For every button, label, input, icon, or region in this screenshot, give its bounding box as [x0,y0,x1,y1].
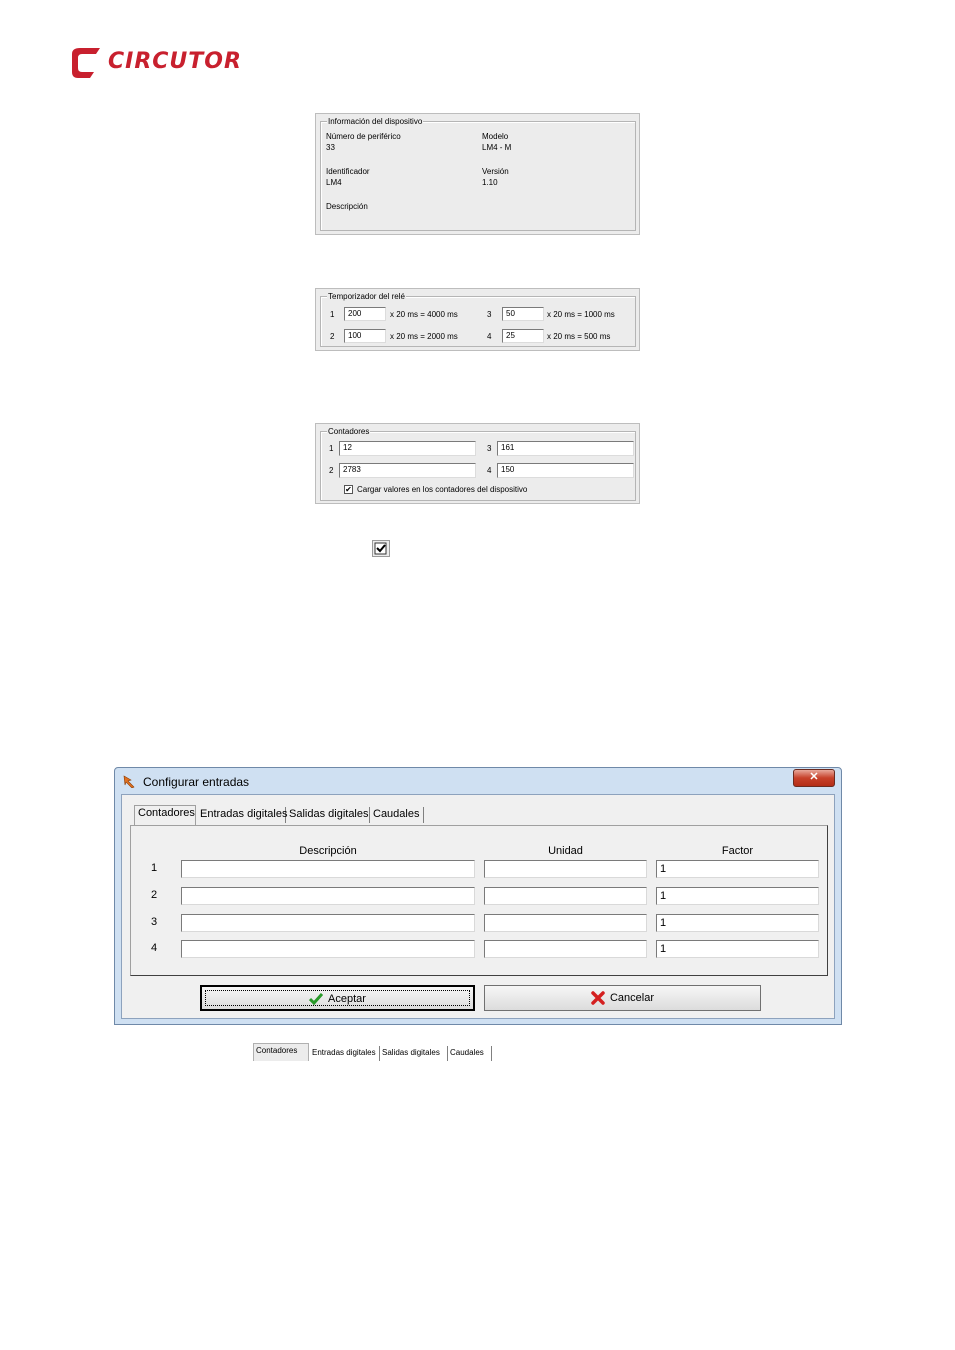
counter-input[interactable]: 161 [497,441,634,456]
description-input[interactable] [181,914,475,932]
row-number: 3 [151,916,158,928]
tab-entradas-digitales[interactable]: Entradas digitales [197,807,286,823]
timer-input[interactable]: 50 [502,307,544,321]
description-input[interactable] [181,887,475,905]
load-counters-label: Cargar valores en los contadores del dispositivo [357,485,528,494]
timer-formula: x 20 ms = 500 ms [547,332,611,341]
counter-row-num: 4 [487,466,492,475]
timer-row-num: 4 [487,332,492,341]
peripheral-label: Número de periférico [326,132,401,141]
model-label: Modelo [482,132,509,141]
column-factor: Factor [721,845,754,857]
tab-contadores[interactable]: Contadores [134,805,196,825]
counter-input[interactable]: 2783 [339,463,476,478]
load-counters-checkbox[interactable]: ✔ [345,485,352,494]
circutor-logo-mark-icon [72,46,104,80]
relay-timer-panel [315,288,640,351]
checkbox-checked-icon [372,540,390,557]
timer-formula: x 20 ms = 4000 ms [390,310,458,319]
description-input[interactable] [181,940,475,958]
cancel-button[interactable] [484,985,761,1011]
version-value: 1.10 [482,178,498,187]
factor-input[interactable]: 1 [656,940,819,958]
brand-name: CIRCUTOR [108,49,242,74]
version-label: Versión [482,167,509,176]
counter-input[interactable]: 12 [339,441,476,456]
device-info-panel [315,113,640,235]
strip-tab-entradas-digitales[interactable]: Entradas digitales [310,1046,380,1061]
app-arrow-icon [123,774,137,788]
factor-input[interactable]: 1 [656,914,819,932]
counter-row-num: 2 [329,466,334,475]
counter-row-num: 3 [487,444,492,453]
strip-tab-salidas-digitales[interactable]: Salidas digitales [380,1046,448,1061]
device-info-group [320,117,636,231]
relay-timer-group [320,292,636,347]
cancel-label: Cancelar [609,992,655,1004]
timer-input[interactable]: 25 [502,329,544,343]
close-icon: ✕ [809,771,819,783]
close-button[interactable] [793,769,835,787]
unit-input[interactable] [484,860,647,878]
strip-tab-caudales[interactable]: Caudales [448,1046,492,1061]
row-number: 4 [151,942,158,954]
timer-row-num: 1 [330,310,335,319]
dialog-title: Configurar entradas [143,775,250,789]
unit-input[interactable] [484,940,647,958]
timer-input[interactable]: 100 [344,329,386,343]
accept-button[interactable] [200,985,475,1011]
peripheral-value: 33 [326,143,335,152]
timer-input[interactable]: 200 [344,307,386,321]
configure-inputs-dialog [114,767,842,1025]
counter-input[interactable]: 150 [497,463,634,478]
model-value: LM4 - M [482,143,512,152]
device-info-legend: Información del dispositivo [328,117,423,126]
row-number: 1 [151,862,158,874]
dialog-client-area [121,794,835,1019]
column-unit: Unidad [548,845,583,857]
timer-row-num: 2 [330,332,335,341]
identifier-value: LM4 [326,178,342,187]
unit-input[interactable] [484,914,647,932]
column-description: Descripción [299,845,357,857]
counters-legend: Contadores [328,427,370,436]
timer-formula: x 20 ms = 1000 ms [547,310,615,319]
row-number: 2 [151,889,158,901]
unit-input[interactable] [484,887,647,905]
timer-row-num: 3 [487,310,492,319]
circutor-logo [72,46,252,82]
counters-tab-page [130,825,828,976]
factor-input[interactable]: 1 [656,887,819,905]
counter-row-num: 1 [329,444,334,453]
counters-panel [315,423,640,504]
cancel-x-icon [591,991,605,1005]
accept-label: Aceptar [328,993,366,1005]
counters-group [320,427,636,501]
factor-input[interactable]: 1 [656,860,819,878]
tab-caudales[interactable]: Caudales [370,807,424,823]
relay-timer-legend: Temporizador del relé [328,292,405,301]
description-input[interactable] [181,860,475,878]
description-label: Descripción [326,202,368,211]
timer-formula: x 20 ms = 2000 ms [390,332,458,341]
strip-tab-contadores[interactable]: Contadores [253,1043,309,1061]
identifier-label: Identificador [326,167,370,176]
tab-salidas-digitales[interactable]: Salidas digitales [286,807,370,823]
